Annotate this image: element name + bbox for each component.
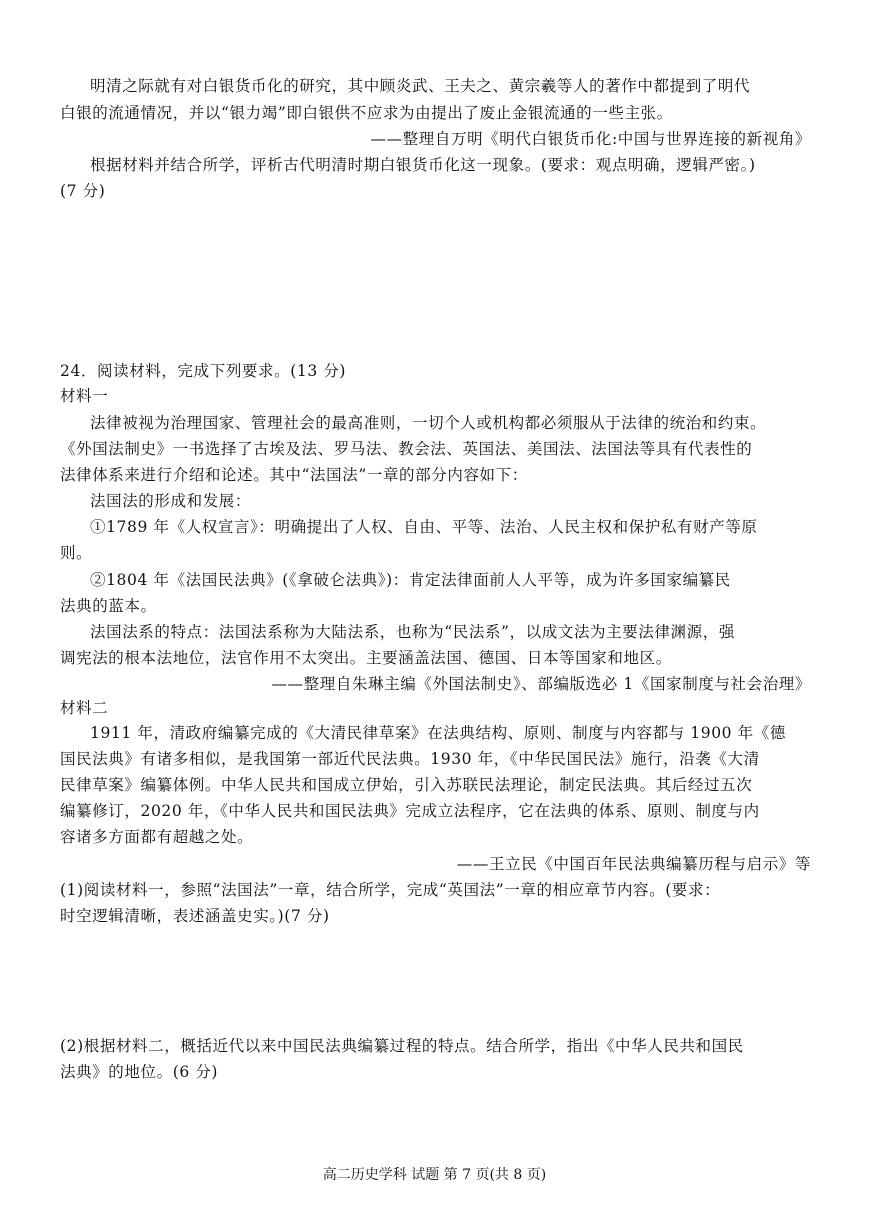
material-1-text: 法典的蓝本。 [60,597,157,615]
material-2-label: 材料二 [60,699,109,717]
material-2-text: 编纂修订，2020 年，《中华人民共和国民法典》完成立法程序，它在法典的体系、原则、制度与内 [60,802,760,820]
material-text: 明清之际就有对白银货币化的研究，其中顾炎武、王夫之、黄宗羲等人的著作中都提到了明代 [90,77,751,95]
material-2-text: 民律草案》编纂体例。中华人民共和国成立伊始，引入苏联民法理论，制定民法典。其后经过五次 [60,776,753,794]
material-1-text: 则。 [60,544,93,562]
page-footer: 高二历史学科 试题 第 7 页(共 8 页) [322,1167,547,1183]
material-1-text: 法国法的形成和发展： [90,492,252,510]
material-2-source: ——王立民《中国百年民法典编纂历程与启示》等 [456,855,811,873]
material-1-text: ①1789 年《人权宣言》：明确提出了人权、自由、平等、法治、人民主权和保护私有财产等原 [90,518,758,536]
material-1-text: 《外国法制史》一书选择了古埃及法、罗马法、教会法、英国法、美国法、法国法等具有代表性的 [60,440,753,458]
material-1-text: 法律被视为治理国家、管理社会的最高准则，一切个人或机构都必须服从于法律的统治和约束。 [90,414,767,432]
material-1-text: ②1804 年《法国民法典》(《拿破仑法典》)：肯定法律面前人人平等，成为许多国家编纂民 [90,571,731,589]
question-score: (7 分) [60,182,106,200]
material-1-text: 法国法系的特点：法国法系称为大陆法系，也称为“民法系”，以成文法为主要法律渊源，强 [90,623,735,641]
material-1-label: 材料一 [60,387,109,405]
question-text: 根据材料并结合所学，评析古代明清时期白银货币化这一现象。(要求：观点明确，逻辑严密。) [90,156,756,174]
sub-question-1: (1)阅读材料一，参照“法国法”一章，结合所学，完成“英国法”一章的相应章节内容。(要求： [60,881,721,899]
material-1-text: 法律体系来进行介绍和论述。其中“法国法”一章的部分内容如下： [60,466,528,484]
material-2-text: 国民法典》有诸多相似，是我国第一部近代民法典。1930 年，《中华民国民法》施行，沿袭《大清 [60,750,760,768]
sub-question-1: 时空逻辑清晰，表述涵盖史实。)(7 分) [60,907,330,925]
sub-question-2: 法典》的地位。(6 分) [60,1063,219,1081]
question-24-header: 24．阅读材料，完成下列要求。(13 分) [60,362,347,380]
material-text: 白银的流通情况，并以“银力竭”即白银供不应求为由提出了废止金银流通的一些主张。 [60,104,673,122]
material-1-source: ——整理自朱琳主编《外国法制史》、部编版选必 1《国家制度与社会治理》 [271,675,811,693]
material-2-text: 1911 年，清政府编纂完成的《大清民律草案》在法典结构、原则、制度与内容都与 1900 年《德 [90,724,786,742]
material-source: ——整理自万明《明代白银货币化:中国与世界连接的新视角》 [370,130,811,148]
material-2-text: 容诸多方面都有超越之处。 [60,828,254,846]
sub-question-2: (2)根据材料二，概括近代以来中国民法典编纂过程的特点。结合所学，指出《中华人民共和国民 [60,1037,744,1055]
material-1-text: 调宪法的根本法地位，法官作用不太突出。主要涵盖法国、德国、日本等国家和地区。 [60,649,672,667]
